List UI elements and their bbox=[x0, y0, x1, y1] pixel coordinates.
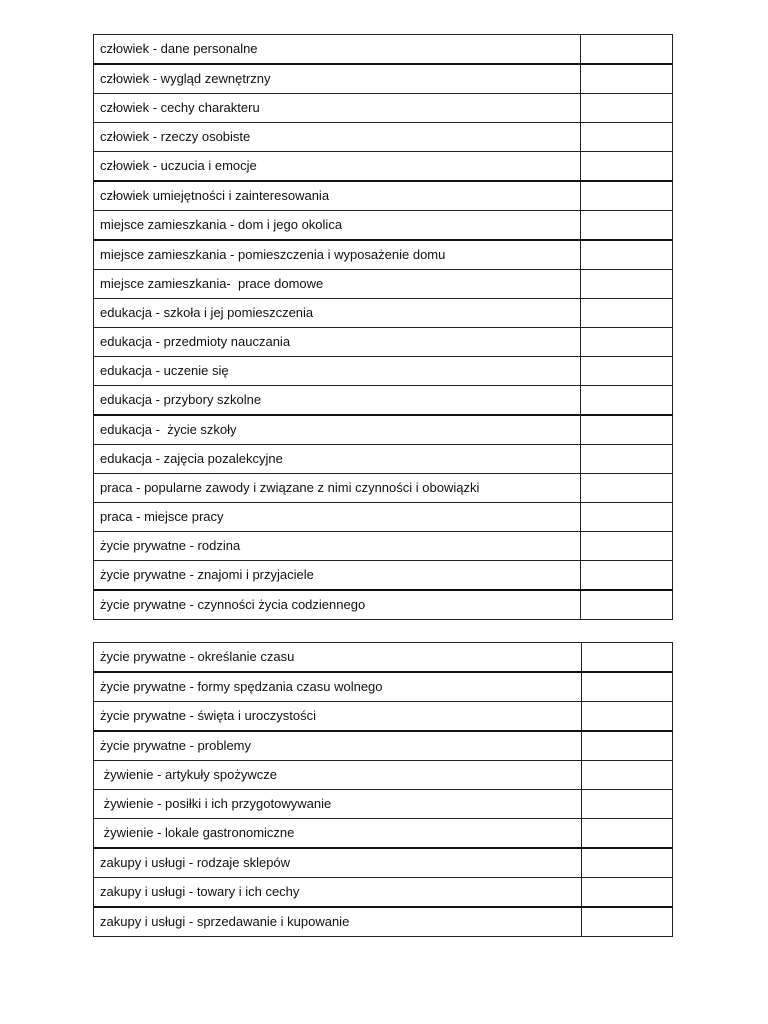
table-row bbox=[94, 643, 673, 673]
mark-cell[interactable] bbox=[582, 702, 673, 732]
mark-cell[interactable] bbox=[582, 848, 673, 878]
table-row bbox=[94, 590, 673, 620]
mark-cell[interactable] bbox=[581, 532, 673, 561]
table-row bbox=[94, 386, 673, 416]
mark-cell[interactable] bbox=[581, 123, 673, 152]
mark-cell[interactable] bbox=[581, 445, 673, 474]
table-row bbox=[94, 503, 673, 532]
mark-cell[interactable] bbox=[581, 328, 673, 357]
mark-cell[interactable] bbox=[581, 561, 673, 591]
topic-cell: edukacja - życie szkoły bbox=[94, 415, 581, 445]
topic-cell: życie prywatne - formy spędzania czasu wolnego bbox=[94, 672, 582, 702]
topic-cell: człowiek - uczucia i emocje bbox=[94, 152, 581, 182]
topic-cell: miejsce zamieszkania - dom i jego okolica bbox=[94, 211, 581, 241]
topic-table-2 bbox=[93, 642, 673, 937]
topic-table-1 bbox=[93, 34, 673, 620]
topic-cell: życie prywatne - święta i uroczystości bbox=[94, 702, 582, 732]
mark-cell[interactable] bbox=[581, 357, 673, 386]
mark-cell[interactable] bbox=[581, 35, 673, 65]
mark-cell[interactable] bbox=[582, 819, 673, 849]
topic-cell: żywienie - posiłki i ich przygotowywanie bbox=[94, 790, 582, 819]
table-row bbox=[94, 878, 673, 908]
table-row bbox=[94, 672, 673, 702]
topic-cell: zakupy i usługi - towary i ich cechy bbox=[94, 878, 582, 908]
table-row bbox=[94, 123, 673, 152]
table-row bbox=[94, 357, 673, 386]
topic-cell: człowiek - cechy charakteru bbox=[94, 94, 581, 123]
table-row bbox=[94, 848, 673, 878]
mark-cell[interactable] bbox=[581, 240, 673, 270]
topic-cell: zakupy i usługi - rodzaje sklepów bbox=[94, 848, 582, 878]
mark-cell[interactable] bbox=[582, 643, 673, 673]
topic-table-1-body bbox=[94, 35, 673, 620]
mark-cell[interactable] bbox=[581, 386, 673, 416]
table-row bbox=[94, 445, 673, 474]
mark-cell[interactable] bbox=[582, 790, 673, 819]
table-row bbox=[94, 561, 673, 591]
table-row bbox=[94, 94, 673, 123]
topic-cell: żywienie - lokale gastronomiczne bbox=[94, 819, 582, 849]
topic-cell: edukacja - zajęcia pozalekcyjne bbox=[94, 445, 581, 474]
topic-cell: miejsce zamieszkania - pomieszczenia i wyposażenie domu bbox=[94, 240, 581, 270]
table-row bbox=[94, 790, 673, 819]
mark-cell[interactable] bbox=[582, 878, 673, 908]
topic-cell: edukacja - uczenie się bbox=[94, 357, 581, 386]
topic-cell: życie prywatne - rodzina bbox=[94, 532, 581, 561]
table-row bbox=[94, 35, 673, 65]
table-row bbox=[94, 181, 673, 211]
table-row bbox=[94, 532, 673, 561]
table-row bbox=[94, 415, 673, 445]
table-row bbox=[94, 907, 673, 937]
topic-cell: edukacja - przybory szkolne bbox=[94, 386, 581, 416]
topic-cell: człowiek - wygląd zewnętrzny bbox=[94, 64, 581, 94]
mark-cell[interactable] bbox=[581, 270, 673, 299]
mark-cell[interactable] bbox=[581, 181, 673, 211]
topic-cell: człowiek - rzeczy osobiste bbox=[94, 123, 581, 152]
topic-cell: życie prywatne - problemy bbox=[94, 731, 582, 761]
topic-cell: człowiek umiejętności i zainteresowania bbox=[94, 181, 581, 211]
mark-cell[interactable] bbox=[582, 672, 673, 702]
table-row bbox=[94, 64, 673, 94]
mark-cell[interactable] bbox=[581, 474, 673, 503]
topic-table-2-body bbox=[94, 643, 673, 937]
table-row bbox=[94, 474, 673, 503]
mark-cell[interactable] bbox=[581, 94, 673, 123]
table-row bbox=[94, 761, 673, 790]
mark-cell[interactable] bbox=[582, 907, 673, 937]
topic-cell: miejsce zamieszkania- prace domowe bbox=[94, 270, 581, 299]
topic-cell: człowiek - dane personalne bbox=[94, 35, 581, 65]
table-row bbox=[94, 299, 673, 328]
topic-cell: życie prywatne - czynności życia codziennego bbox=[94, 590, 581, 620]
table-row bbox=[94, 702, 673, 732]
table-row bbox=[94, 819, 673, 849]
mark-cell[interactable] bbox=[581, 211, 673, 241]
mark-cell[interactable] bbox=[581, 64, 673, 94]
topic-cell: edukacja - szkoła i jej pomieszczenia bbox=[94, 299, 581, 328]
topic-cell: życie prywatne - znajomi i przyjaciele bbox=[94, 561, 581, 591]
topic-cell: edukacja - przedmioty nauczania bbox=[94, 328, 581, 357]
topic-cell: zakupy i usługi - sprzedawanie i kupowanie bbox=[94, 907, 582, 937]
table-row bbox=[94, 270, 673, 299]
table-row bbox=[94, 328, 673, 357]
mark-cell[interactable] bbox=[581, 299, 673, 328]
table-row bbox=[94, 152, 673, 182]
topic-cell: życie prywatne - określanie czasu bbox=[94, 643, 582, 673]
mark-cell[interactable] bbox=[581, 503, 673, 532]
table-row bbox=[94, 731, 673, 761]
mark-cell[interactable] bbox=[581, 152, 673, 182]
mark-cell[interactable] bbox=[581, 590, 673, 620]
mark-cell[interactable] bbox=[581, 415, 673, 445]
table-row bbox=[94, 211, 673, 241]
topic-cell: żywienie - artykuły spożywcze bbox=[94, 761, 582, 790]
topic-cell: praca - popularne zawody i związane z nimi czynności i obowiązki bbox=[94, 474, 581, 503]
mark-cell[interactable] bbox=[582, 731, 673, 761]
table-row bbox=[94, 240, 673, 270]
mark-cell[interactable] bbox=[582, 761, 673, 790]
topic-cell: praca - miejsce pracy bbox=[94, 503, 581, 532]
